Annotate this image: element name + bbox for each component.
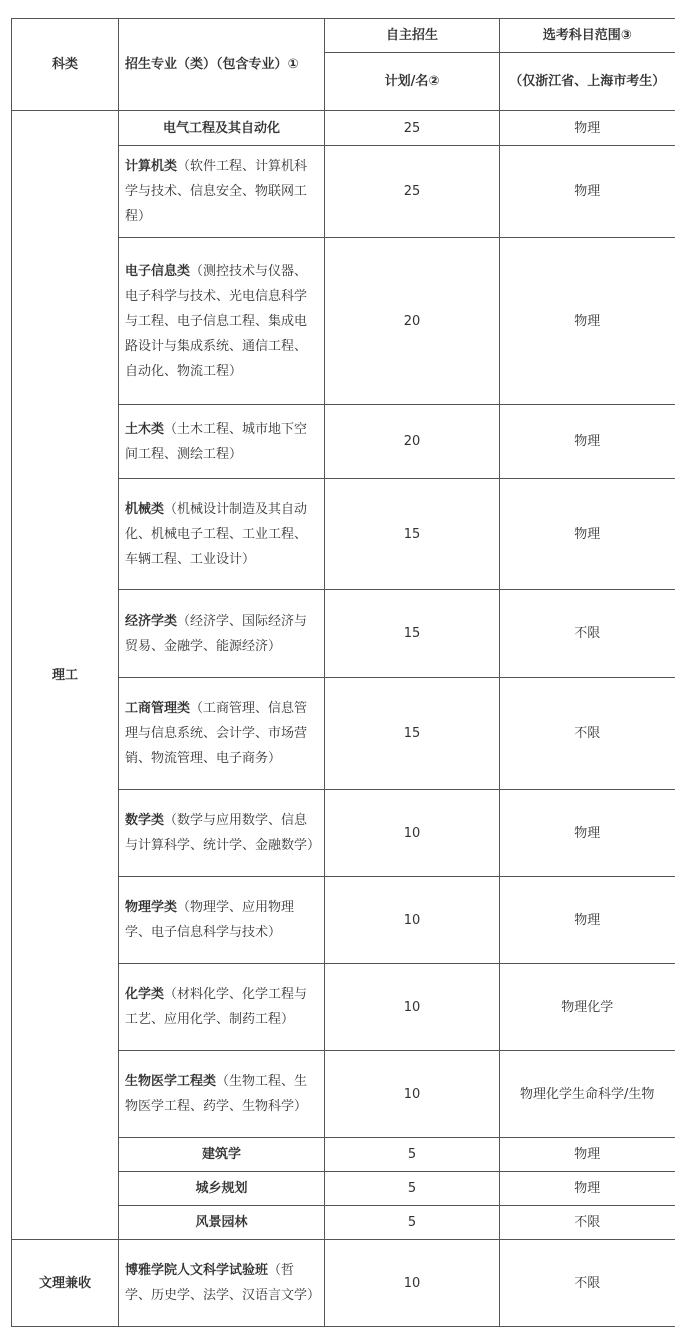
major-name: 建筑学 [201, 1147, 241, 1162]
major-cell [119, 111, 325, 146]
major-detail: （物理学、应用物理学、电子信息科学与技术） [125, 900, 295, 940]
major-name: 电子信息类 [125, 263, 191, 279]
header-category: 科类 [12, 19, 119, 111]
plan-cell: 5 [325, 1172, 500, 1206]
major-name: 生物医学工程类 [125, 1074, 217, 1089]
major-cell [119, 678, 325, 790]
major-detail: （数学与应用数学、信息与计算科学、统计学、金融数学） [125, 813, 321, 853]
subject-cell: 物理 [500, 111, 675, 146]
header-plan: 计划/名② [325, 53, 500, 111]
plan-cell: 15 [325, 479, 500, 590]
subject-cell: 物理 [500, 238, 675, 405]
plan-cell: 10 [325, 964, 500, 1051]
header-subject-note: （仅浙江省、上海市考生） [500, 53, 675, 111]
major-cell [119, 238, 325, 405]
subject-cell: 不限 [500, 1206, 675, 1240]
plan-cell: 15 [325, 590, 500, 678]
major-cell [119, 1206, 325, 1240]
plan-cell: 15 [325, 678, 500, 790]
subject-cell: 不限 [500, 678, 675, 790]
header-row-1 [12, 19, 675, 53]
major-name: 城乡规划 [195, 1181, 248, 1196]
plan-cell: 25 [325, 111, 500, 146]
major-cell [119, 405, 325, 479]
plan-cell: 10 [325, 1240, 500, 1327]
table-row [12, 1240, 675, 1327]
plan-cell: 20 [325, 405, 500, 479]
major-cell [119, 790, 325, 877]
major-cell [119, 146, 325, 238]
major-detail: （软件工程、计算机科学与技术、信息安全、物联网工程） [125, 159, 308, 224]
major-detail: （测控技术与仪器、电子科学与技术、光电信息科学与工程、电子信息工程、集成电路设计与集成系统、通信工程、自动化、物流工程） [125, 263, 308, 379]
major-name: 风景园林 [195, 1215, 248, 1230]
major-name: 土木类 [125, 421, 165, 437]
plan-cell: 20 [325, 238, 500, 405]
subject-cell: 物理化学生命科学/生物 [500, 1051, 675, 1138]
major-cell [119, 590, 325, 678]
subject-cell: 物理 [500, 1138, 675, 1172]
major-name: 博雅学院人文科学试验班 [125, 1263, 269, 1278]
subject-cell: 物理 [500, 1172, 675, 1206]
plan-cell: 10 [325, 1051, 500, 1138]
header-subject [500, 19, 675, 53]
group-label: 文理兼收 [12, 1240, 119, 1327]
major-name: 化学类 [125, 987, 165, 1002]
major-detail: （土木工程、城市地下空间工程、测绘工程） [125, 421, 308, 462]
major-name: 工商管理类 [125, 701, 191, 716]
plan-cell: 25 [325, 146, 500, 238]
major-cell [119, 877, 325, 964]
subject-cell: 物理 [500, 146, 675, 238]
major-cell [119, 1051, 325, 1138]
subject-cell: 不限 [500, 590, 675, 678]
subject-cell: 物理 [500, 790, 675, 877]
major-cell [119, 964, 325, 1051]
major-detail: （材料化学、化学工程与工艺、应用化学、制药工程） [125, 987, 308, 1027]
subject-cell: 物理 [500, 479, 675, 590]
major-name: 物理学类 [125, 900, 178, 915]
major-detail: （经济学、国际经济与贸易、金融学、能源经济） [125, 613, 308, 654]
major-cell [119, 1240, 325, 1327]
subject-cell: 物理化学 [500, 964, 675, 1051]
subject-cell: 物理 [500, 405, 675, 479]
major-name: 经济学类 [125, 613, 178, 629]
group-label: 理工 [12, 111, 119, 1240]
major-cell [119, 479, 325, 590]
major-cell [119, 1172, 325, 1206]
major-name: 机械类 [125, 501, 165, 517]
major-cell [119, 1138, 325, 1172]
admissions-table [11, 18, 675, 1327]
plan-cell: 5 [325, 1206, 500, 1240]
plan-cell: 10 [325, 790, 500, 877]
major-detail: （机械设计制造及其自动化、机械电子工程、工业工程、车辆工程、工业设计） [125, 501, 308, 567]
header-major: 招生专业（类）（包含专业）① [119, 19, 325, 111]
major-detail: （工商管理、信息管理与信息系统、会计学、市场营销、物流管理、电子商务） [125, 701, 308, 766]
major-name: 电气工程及其自动化 [162, 120, 280, 136]
subject-cell: 物理 [500, 877, 675, 964]
major-detail: （哲学、历史学、法学、汉语言文学） [125, 1263, 321, 1303]
major-name: 数学类 [125, 813, 165, 828]
table-row [12, 111, 675, 146]
subject-cell: 不限 [500, 1240, 675, 1327]
major-name: 计算机类 [125, 159, 178, 174]
header-autonomous: 自主招生 [325, 19, 500, 53]
plan-cell: 10 [325, 877, 500, 964]
header-subject-title: 选考科目范围③ [542, 28, 632, 43]
plan-cell: 5 [325, 1138, 500, 1172]
major-detail: （生物工程、生物医学工程、药学、生物科学） [125, 1074, 308, 1114]
